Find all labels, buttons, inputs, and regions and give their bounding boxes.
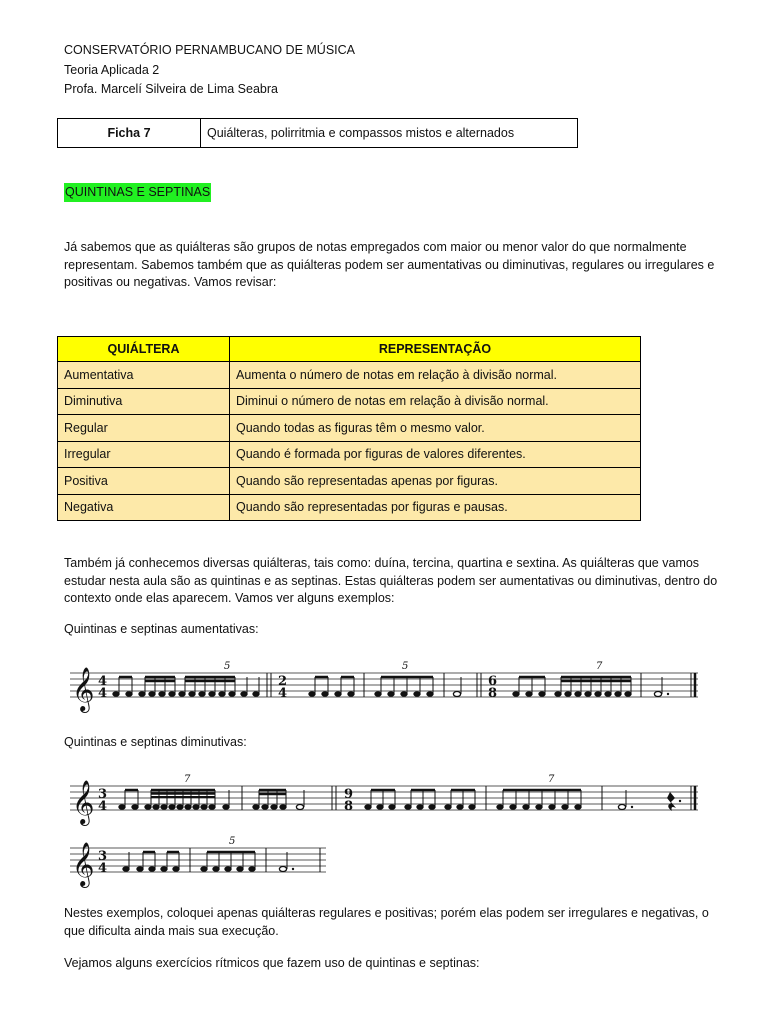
- paragraph-exercicios: Vejamos alguns exercícios rítmicos que fazem uso de quintinas e septinas:: [64, 956, 480, 970]
- tuplet-number: 5: [229, 836, 236, 847]
- treble-clef-icon: 𝄞: [72, 667, 95, 711]
- tuplet-number: 5: [402, 661, 409, 672]
- ficha-box: [57, 118, 578, 148]
- tuplet-number: 7: [548, 774, 555, 785]
- table-cell: Diminutiva: [58, 388, 230, 415]
- time-signature: 4: [98, 861, 108, 876]
- tuplet-number: 7: [184, 774, 191, 785]
- table-cell: Diminui o número de notas em relação à divisão normal.: [230, 388, 641, 415]
- time-signature: 3: [98, 849, 108, 864]
- time-signature: 2: [278, 674, 288, 689]
- tuplet-number: 7: [596, 661, 603, 672]
- quialtera-table: [57, 336, 641, 521]
- paragraph-quialteras: Também já conhecemos diversas quiálteras, tais como: duína, tercina, quartina e sextina. As quiálteras que vamos estudar nesta aula são as quintinas e as septinas. Estas quiálteras podem ser aumentativas ou diminutivas, dentro do contexto onde elas aparecem. Vamos ver alguns exemplos:: [64, 556, 718, 605]
- section-heading: QUINTINAS E SEPTINAS: [64, 183, 211, 202]
- table-row: [58, 415, 641, 442]
- teacher-name: Profa. Marcelí Silveira de Lima Seabra: [64, 82, 278, 96]
- time-signature: 9: [344, 787, 354, 802]
- table-cell: Regular: [58, 415, 230, 442]
- staff-diminutivas-1: [64, 768, 704, 828]
- table-row: [58, 362, 641, 389]
- header-representacao: REPRESENTAÇÃO: [230, 337, 641, 362]
- time-signature: 3: [98, 787, 108, 802]
- table-row: [58, 441, 641, 468]
- ficha-number: Ficha 7: [58, 119, 201, 147]
- label-diminutivas: Quintinas e septinas diminutivas:: [64, 735, 247, 749]
- time-signature: 8: [344, 799, 354, 814]
- table-header-row: [58, 337, 641, 362]
- table-cell: Quando é formada por figuras de valores diferentes.: [230, 441, 641, 468]
- treble-clef-icon: 𝄞: [72, 780, 95, 824]
- intro-paragraph: Já sabemos que as quiálteras são grupos de notas empregados com maior ou menor valor do que normalmente representam. Sabemos também que as quiálteras podem ser aumentativas ou diminutivas, regulares ou irregulares e positivas ou negativas. Vamos revisar:: [64, 240, 715, 289]
- time-signature: 6: [488, 674, 498, 689]
- table-cell: Quando são representadas apenas por figuras.: [230, 468, 641, 495]
- table-cell: Quando todas as figuras têm o mesmo valor.: [230, 415, 641, 442]
- time-signature: 8: [488, 686, 498, 701]
- time-signature: 4: [98, 686, 108, 701]
- tuplet-number: 5: [224, 661, 231, 672]
- time-signature: 4: [98, 674, 108, 689]
- table-cell: Irregular: [58, 441, 230, 468]
- ficha-title: Quiálteras, polirritmia e compassos mistos e alternados: [207, 126, 515, 140]
- table-cell: Positiva: [58, 468, 230, 495]
- table-row: [58, 468, 641, 495]
- header-quialtera: QUIÁLTERA: [58, 337, 230, 362]
- table-cell: Aumenta o número de notas em relação à divisão normal.: [230, 362, 641, 389]
- time-signature: 4: [98, 799, 108, 814]
- staff-diminutivas-2: [64, 830, 334, 890]
- paragraph-observacao: Nestes exemplos, coloquei apenas quiálteras regulares e positivas; porém elas podem ser irregulares e negativas, o que dificulta ainda mais sua execução.: [64, 906, 709, 938]
- table-cell: Aumentativa: [58, 362, 230, 389]
- staff-aumentativas: [64, 655, 704, 715]
- treble-clef-icon: 𝄞: [72, 842, 95, 886]
- institution-name: CONSERVATÓRIO PERNAMBUCANO DE MÚSICA: [64, 43, 356, 57]
- table-row: [58, 388, 641, 415]
- table-cell: Negativa: [58, 494, 230, 521]
- time-signature: 4: [278, 686, 288, 701]
- table-cell: Quando são representadas por figuras e pausas.: [230, 494, 641, 521]
- table-row: [58, 494, 641, 521]
- course-name: Teoria Aplicada 2: [64, 63, 160, 77]
- label-aumentativas: Quintinas e septinas aumentativas:: [64, 622, 259, 636]
